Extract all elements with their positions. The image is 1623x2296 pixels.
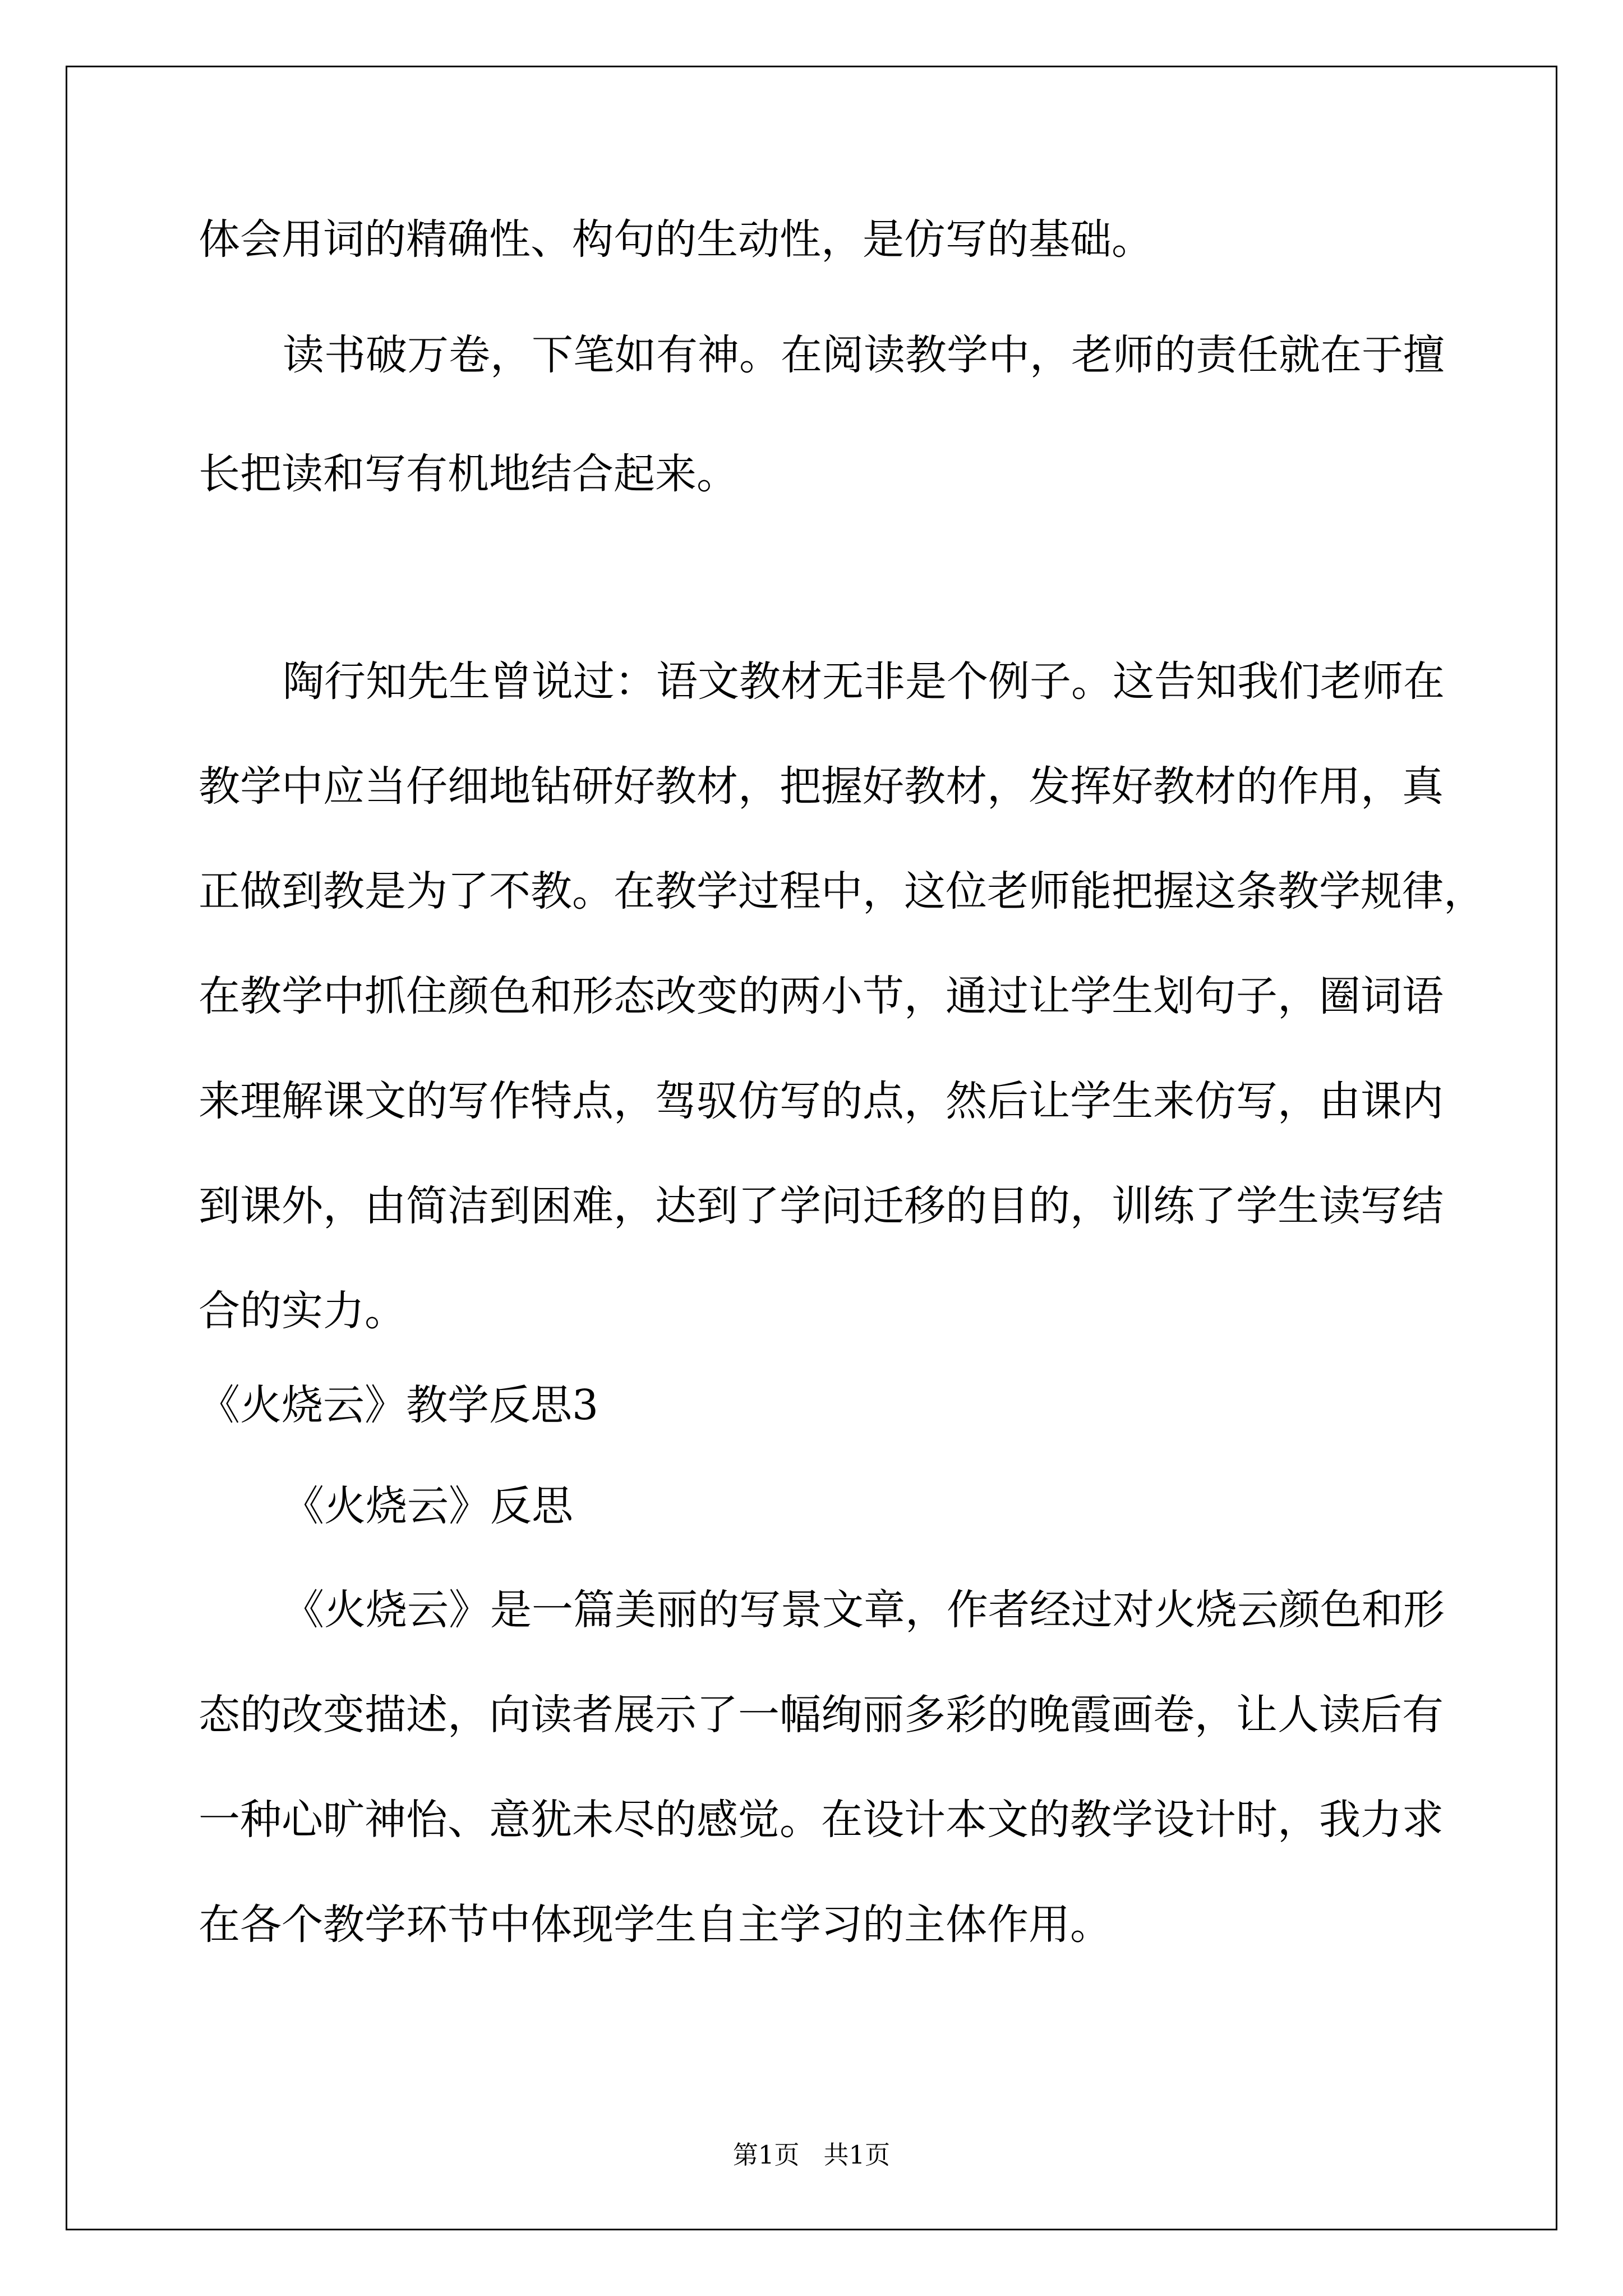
paragraph-line: 在教学中抓住颜色和形态改变的两小节，通过让学生划句子，圈词语: [199, 972, 1444, 1020]
page-number-footer: 第1页 共1页: [732, 2140, 891, 2170]
paragraph-line: 陶行知先生曾说过：语文教材无非是个例子。这告知我们老师在: [283, 657, 1445, 706]
paragraph-line: 合的实力。: [199, 1287, 406, 1335]
paragraph-line: 来理解课文的写作特点，驾驭仿写的点，然后让学生来仿写，由课内: [199, 1077, 1444, 1125]
paragraph-line: 到课外，由简洁到困难，达到了学问迁移的目的，训练了学生读写结: [199, 1182, 1444, 1230]
paragraph-line: 在各个教学环节中体现学生自主学习的主体作用。: [199, 1901, 1112, 1949]
subheading: 《火烧云》反思: [283, 1482, 573, 1530]
paragraph-line: 教学中应当仔细地钻研好教材，把握好教材，发挥好教材的作用，真: [199, 762, 1444, 811]
paragraph-line: 一种心旷神怡、意犹未尽的感觉。在设计本文的教学设计时，我力求: [199, 1796, 1444, 1844]
paragraph-line: 体会用词的精确性、构句的生动性，是仿写的基础。: [199, 215, 1153, 264]
paragraph-line: 《火烧云》是一篇美丽的写景文章，作者经过对火烧云颜色和形: [283, 1586, 1445, 1634]
paragraph-line: 正做到教是为了不教。在教学过程中，这位老师能把握这条教学规律，: [199, 867, 1485, 915]
paragraph-line: 长把读和写有机地结合起来。: [199, 450, 738, 498]
paragraph-line: 态的改变描述，向读者展示了一幅绚丽多彩的晚霞画卷，让人读后有: [199, 1691, 1444, 1739]
paragraph-line: 读书破万卷，下笔如有神。在阅读教学中，老师的责任就在于擅: [283, 331, 1445, 379]
section-heading: 《火烧云》教学反思3: [199, 1381, 599, 1429]
